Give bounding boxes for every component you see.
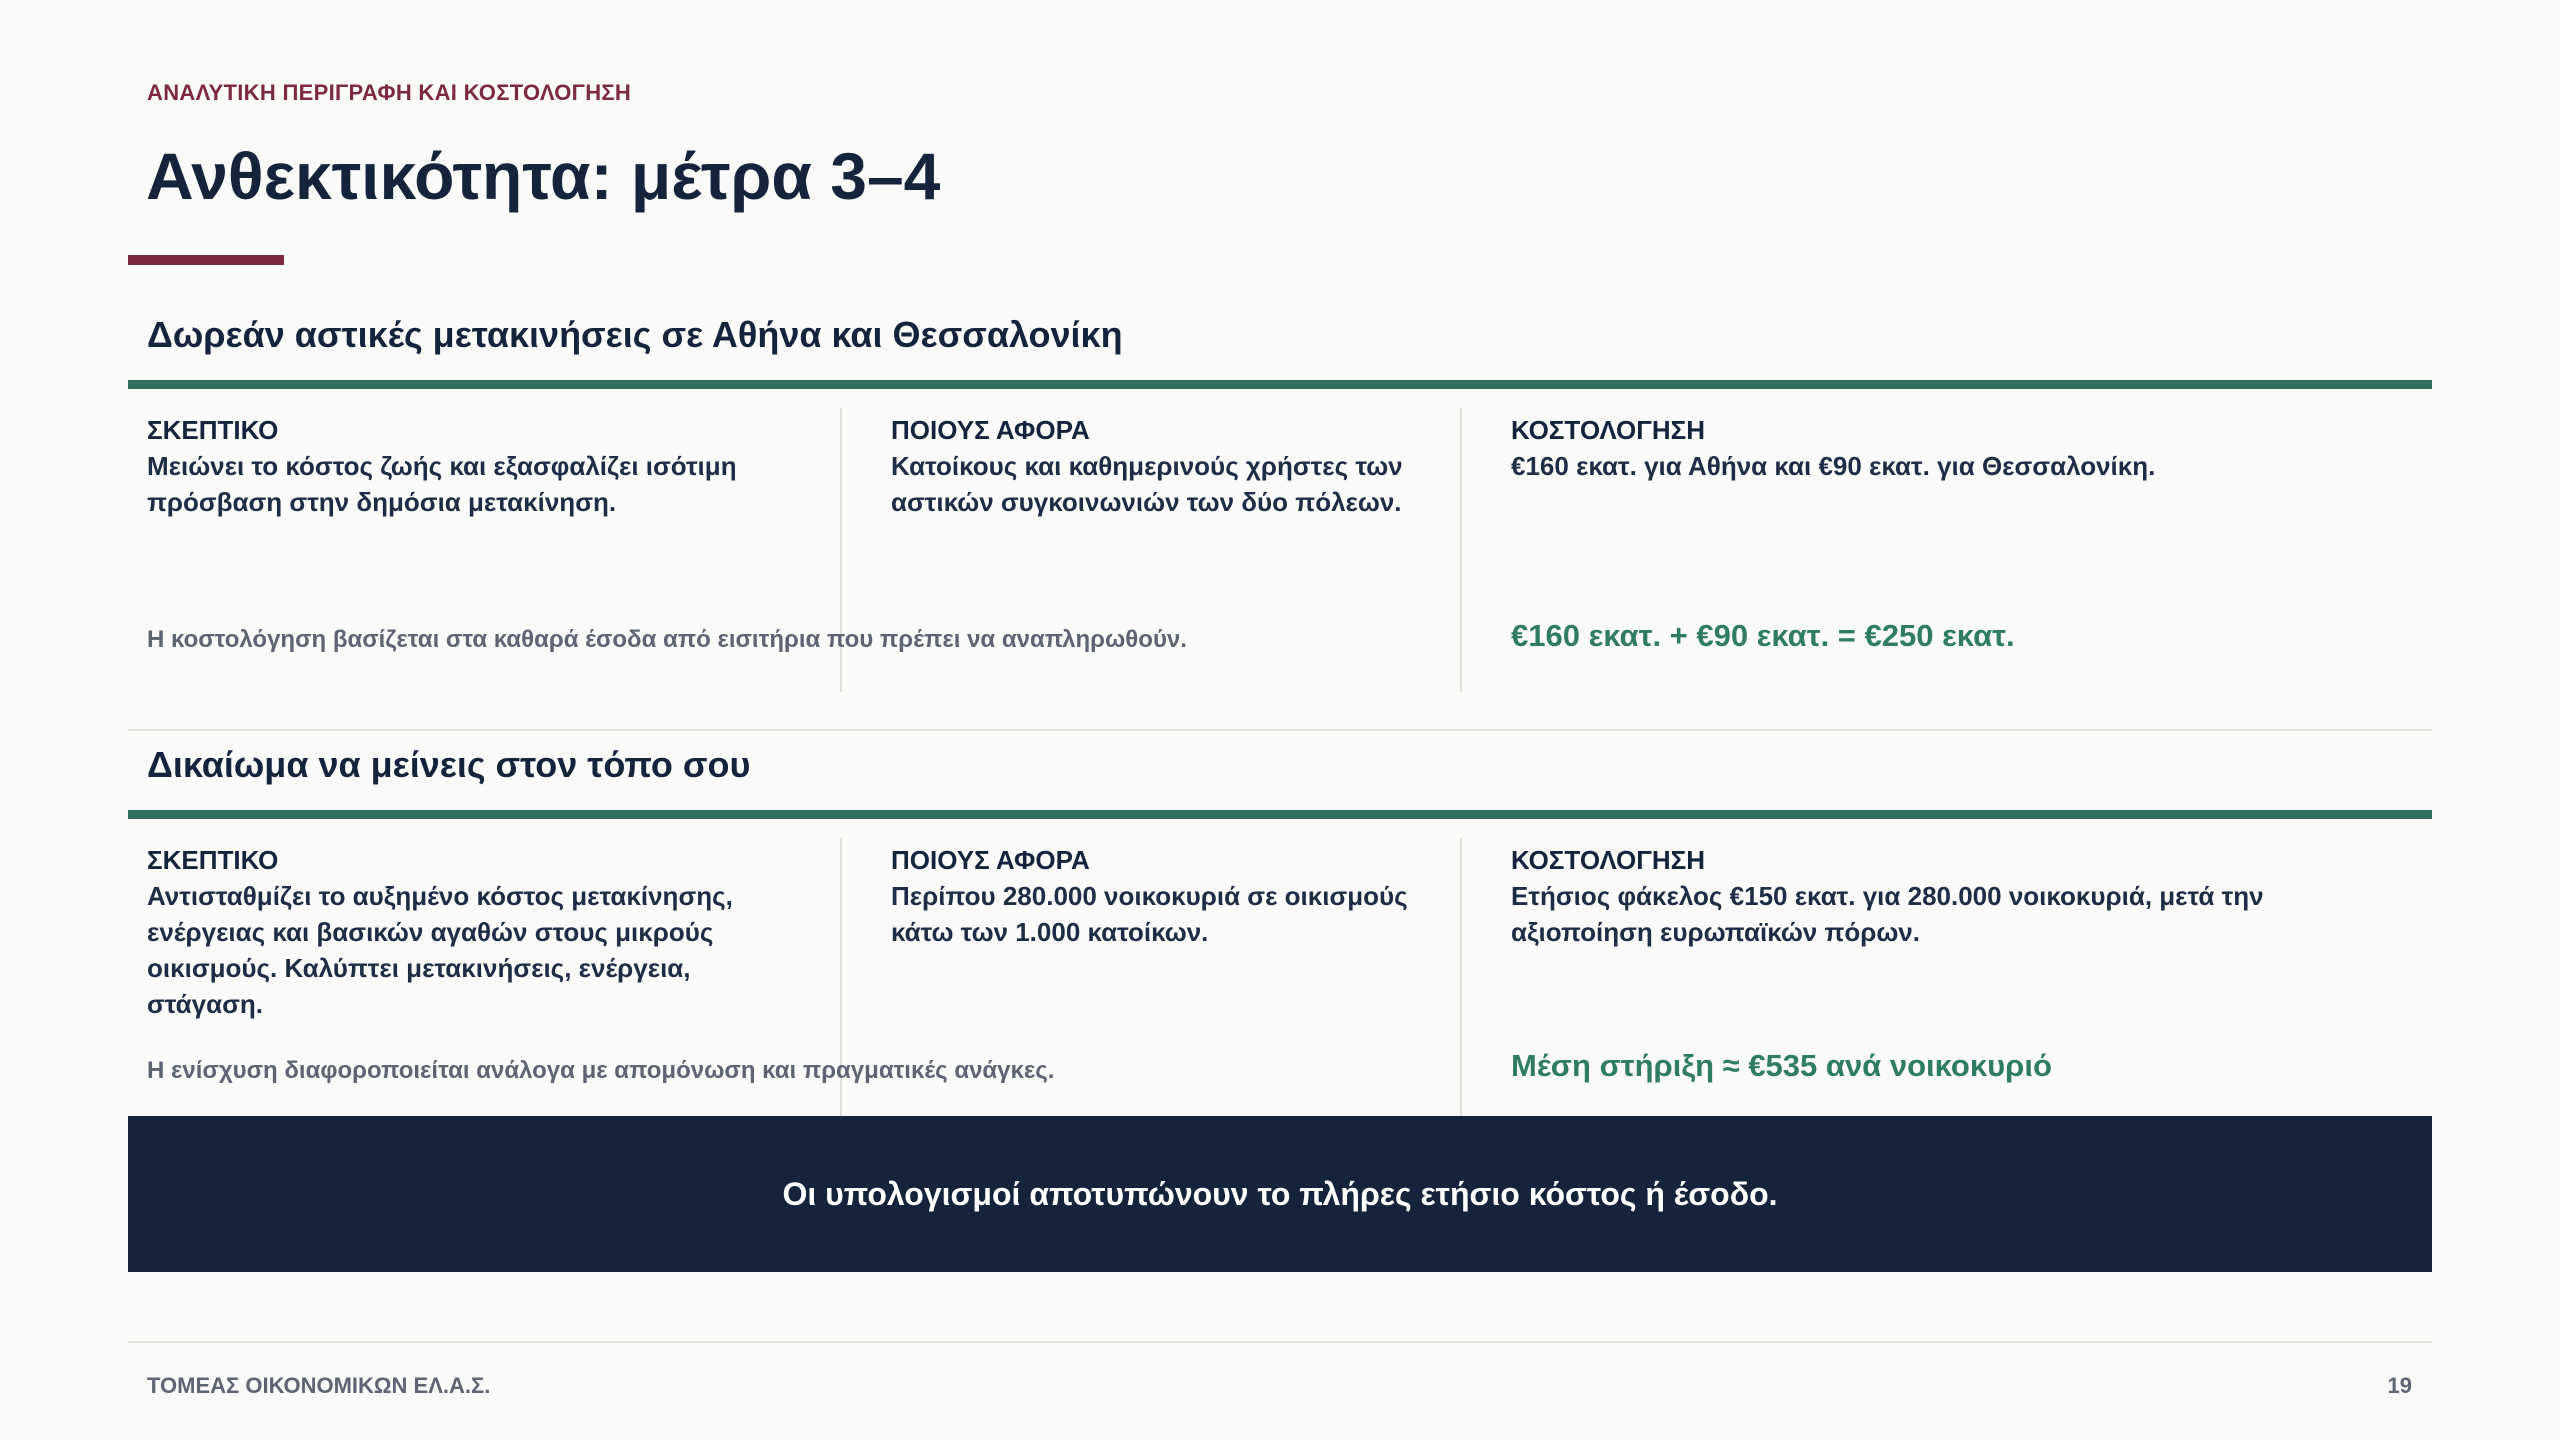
- footer-rule: [128, 1341, 2432, 1343]
- footer-organization: ΤΟΜΕΑΣ ΟΙΚΟΝΟΜΙΚΩΝ ΕΛ.Α.Σ.: [147, 1373, 491, 1398]
- costing-text: €160 εκατ. για Αθήνα και €90 εκατ. για Θεσσαλονίκη.: [1511, 450, 2156, 481]
- section-kicker: ΑΝΑΛΥΤΙΚΗ ΠΕΡΙΓΡΑΦΗ ΚΑΙ ΚΟΣΤΟΛΟΓΗΣΗ: [147, 80, 632, 105]
- measure-4-note: Η ενίσχυση διαφοροποιείται ανάλογα με απομόνωση και πραγματικές ανάγκες.: [147, 1057, 1055, 1084]
- measure-3-note: Η κοστολόγηση βασίζεται στα καθαρά έσοδα από εισιτήρια που πρέπει να αναπληρωθούν.: [147, 626, 1187, 653]
- measure-4-average: Μέση στήριξη ≈ €535 ανά νοικοκυριό: [1511, 1048, 2052, 1083]
- summary-banner-text: Οι υπολογισμοί αποτυπώνουν το πλήρες ετήσιο κόστος ή έσοδο.: [782, 1175, 1778, 1212]
- audience-heading: ΠΟΙΟΥΣ ΑΦΟΡΑ: [891, 415, 1090, 445]
- column-divider: [1460, 838, 1462, 1116]
- measure-4-title: Δικαίωμα να μείνεις στον τόπο σου: [147, 744, 751, 785]
- page-number: 19: [2387, 1373, 2412, 1398]
- costing-heading: ΚΟΣΤΟΛΟΓΗΣΗ: [1511, 845, 1705, 875]
- measure-3-rationale: [147, 414, 787, 520]
- audience-heading: ΠΟΙΟΥΣ ΑΦΟΡΑ: [891, 845, 1090, 875]
- audience-text: Κατοίκους και καθημερινούς χρήστες των αστικών συγκοινωνιών των δύο πόλεων.: [891, 450, 1403, 517]
- rationale-text: Αντισταθμίζει το αυξημένο κόστος μετακίνησης, ενέργειας και βασικών αγαθών στους μικρούς οικισμούς. Καλύπτει μετακινήσεις, ενέργεια, στάγαση.: [147, 880, 733, 1019]
- measure-4-costing: [1511, 844, 2391, 950]
- section-separator: [128, 729, 2432, 731]
- page-title: Ανθεκτικότητα: μέτρα 3–4: [146, 139, 941, 213]
- measure-3-rule: [128, 380, 2432, 389]
- measure-4-audience: [891, 844, 1411, 950]
- measure-3-title: Δωρεάν αστικές μετακινήσεις σε Αθήνα και Θεσσαλονίκη: [147, 314, 1123, 355]
- measure-4-rationale: [147, 844, 787, 1022]
- measure-4-rule: [128, 810, 2432, 819]
- rationale-text: Μειώνει το κόστος ζωής και εξασφαλίζει ισότιμη πρόσβαση στην δημόσια μετακίνηση.: [147, 450, 737, 517]
- costing-heading: ΚΟΣΤΟΛΟΓΗΣΗ: [1511, 415, 1705, 445]
- title-accent-rule: [128, 255, 284, 265]
- rationale-heading: ΣΚΕΠΤΙΚΟ: [147, 415, 279, 445]
- column-divider: [1460, 408, 1462, 692]
- rationale-heading: ΣΚΕΠΤΙΚΟ: [147, 845, 279, 875]
- measure-3-costing: [1511, 414, 2391, 484]
- costing-text: Ετήσιος φάκελος €150 εκατ. για 280.000 νοικοκυριά, μετά την αξιοποίηση ευρωπαϊκών πόρων.: [1511, 880, 2264, 947]
- audience-text: Περίπου 280.000 νοικοκυριά σε οικισμούς κάτω των 1.000 κατοίκων.: [891, 880, 1408, 947]
- summary-banner: [128, 1116, 2432, 1272]
- measure-3-audience: [891, 414, 1411, 520]
- measure-3-total: €160 εκατ. + €90 εκατ. = €250 εκατ.: [1511, 618, 2015, 653]
